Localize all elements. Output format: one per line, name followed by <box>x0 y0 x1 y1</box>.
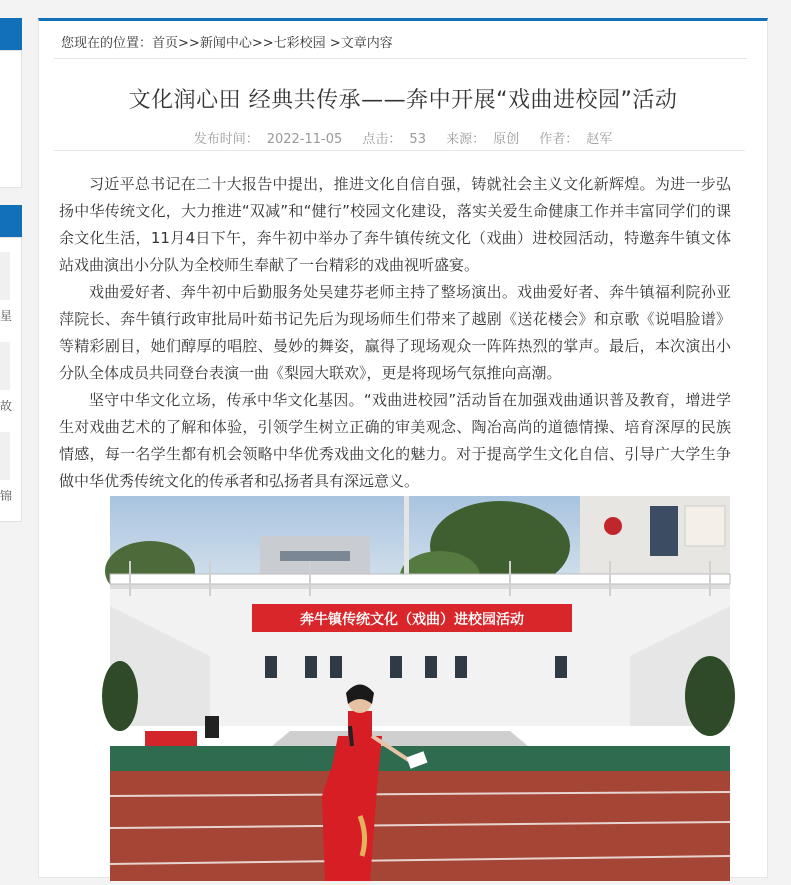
meta-clicks-label: 点击： <box>362 132 402 147</box>
article-paragraph: 习近平总书记在二十大报告中提出，推进文化自信自强，铸就社会主义文化新辉煌。为进一步弘扬中华传统文化，大力推进“双减”和“健行”校园文化建设，落实关爱生命健康工作并丰富同学们的课余文化生活，11月4日下午，奔牛初中举办了奔牛镇传统文化（戏曲）进校园活动，特邀奔牛镇文体站戏曲演出小分队为全校师生奉献了一台精彩的戏曲视听盛宴。 <box>59 175 731 274</box>
sidebar-item-3-thumb[interactable] <box>0 432 10 480</box>
meta-date-label: 发布时间： <box>193 132 259 147</box>
sidebar-item-2-label[interactable]: 故 <box>0 399 13 413</box>
meta-date: 2022-11-05 <box>266 132 343 147</box>
article-body <box>59 171 731 495</box>
sidebar-item-1-label[interactable]: 星 <box>0 309 13 323</box>
breadcrumb-separator: >> <box>178 36 200 51</box>
banner-text: 奔牛镇传统文化（戏曲）进校园活动 <box>300 612 524 628</box>
sidebar-panel-1 <box>0 50 22 188</box>
meta-clicks: 53 <box>409 132 426 147</box>
meta-divider <box>54 150 745 151</box>
article-paragraph: 坚守中华文化立场，传承中华文化基因。“戏曲进校园”活动旨在加强戏曲通识普及教育，增进学生对戏曲艺术的了解和体验，引领学生树立正确的审美观念、陶冶高尚的道德情操、培育深厚的民族情感，每一名学生都有机会领略中华优秀戏曲文化的魅力。对于提高学生文化自信、引导广大学生争做中华优秀传统文化的传承者和弘扬者具有深远意义。 <box>59 391 731 490</box>
article-photo <box>110 496 730 881</box>
sidebar-header-1 <box>0 18 22 50</box>
article-container <box>38 18 768 878</box>
breadcrumb <box>61 32 393 51</box>
meta-author-label: 作者： <box>539 132 579 147</box>
sidebar-header-2 <box>0 205 22 237</box>
article-meta <box>39 128 767 147</box>
breadcrumb-home-link[interactable]: 首页 <box>152 36 179 51</box>
breadcrumb-prefix: 您现在的位置： <box>61 36 153 51</box>
breadcrumb-separator: >> <box>251 36 274 51</box>
article-paragraph: 戏曲爱好者、奔牛初中后勤服务处吴建芬老师主持了整场演出。戏曲爱好者、奔牛镇福利院孙亚萍院长、奔牛镇行政审批局叶茹书记先后为现场师生们带来了越剧《送花楼会》和京歌《说唱脸谱》等精彩剧目，她们醇厚的唱腔、曼妙的舞姿，赢得了现场观众一阵阵热烈的掌声。最后，本次演出小分队全体成员共同登台表演一曲《梨园大联欢》，更是将现场气氛推向高潮。 <box>59 283 731 382</box>
meta-source: 原创 <box>493 132 520 147</box>
breadcrumb-current: 文章内容 <box>340 36 393 51</box>
breadcrumb-separator: > <box>325 36 341 51</box>
breadcrumb-divider <box>54 58 747 59</box>
sidebar-item-2-thumb[interactable] <box>0 342 10 390</box>
breadcrumb-campus-link[interactable]: 七彩校园 <box>273 36 326 51</box>
sidebar-item-3-label[interactable]: 锦 <box>0 489 13 503</box>
performance-photo-illustration <box>110 496 730 881</box>
meta-source-label: 来源： <box>446 132 486 147</box>
breadcrumb-news-link[interactable]: 新闻中心 <box>199 36 252 51</box>
meta-author: 赵军 <box>586 132 613 147</box>
article-title: 文化润心田 经典共传承——奔中开展“戏曲进校园”活动 <box>128 88 678 113</box>
sidebar-item-1-thumb[interactable] <box>0 252 10 300</box>
